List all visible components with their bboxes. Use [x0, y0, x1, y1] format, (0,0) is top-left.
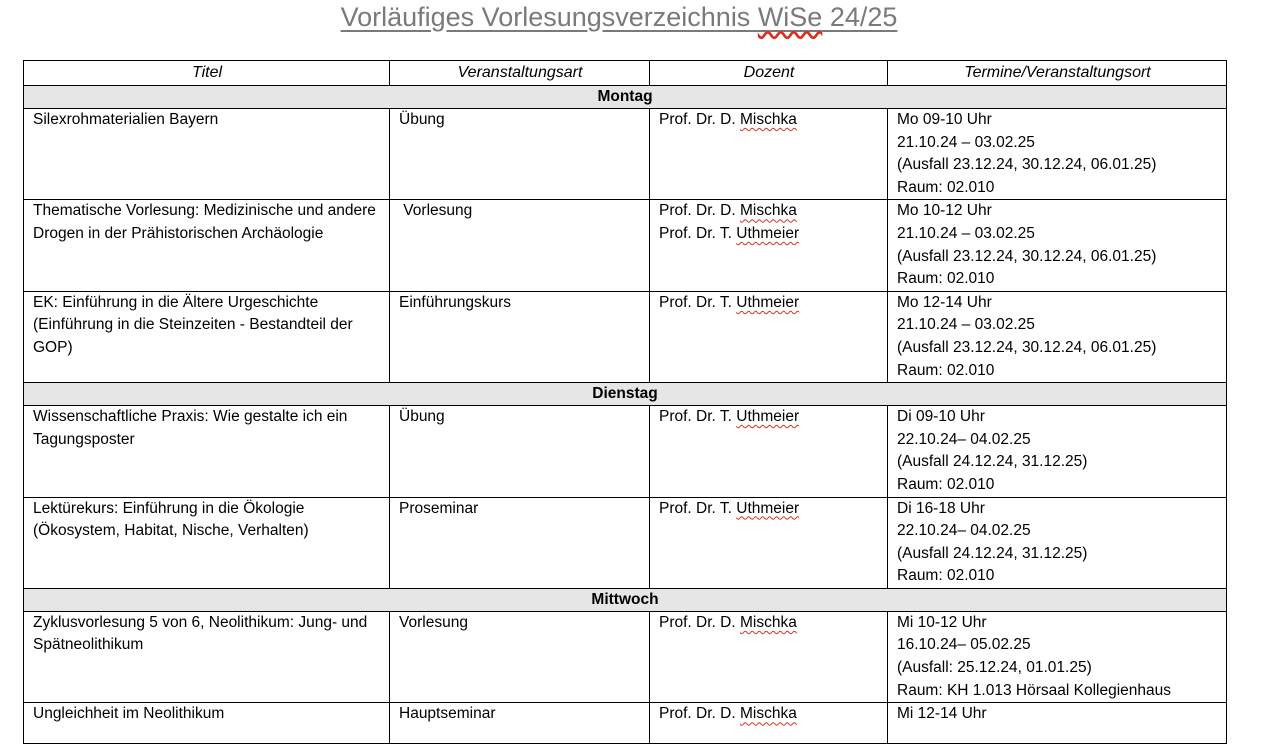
- course-type[interactable]: Vorlesung: [390, 200, 650, 291]
- course-lecturer[interactable]: Prof. Dr. T. Uthmeier: [650, 406, 888, 497]
- course-title[interactable]: Thematische Vorlesung: Medizinische und andere Drogen in der Prähistorischen Archäologie: [24, 200, 390, 291]
- header-lecturer: Dozent: [650, 61, 888, 86]
- table-row: [24, 703, 1227, 744]
- course-schedule[interactable]: Mi 12-14 Uhr: [888, 703, 1227, 744]
- course-title[interactable]: Lektürekurs: Einführung in die Ökologie (Ökosystem, Habitat, Nische, Verhalten): [24, 497, 390, 588]
- course-type[interactable]: Vorlesung: [390, 611, 650, 702]
- course-type[interactable]: Übung: [390, 109, 650, 200]
- course-schedule[interactable]: Mo 09-10 Uhr 21.10.24 – 03.02.25 (Ausfall 23.12.24, 30.12.24, 06.01.25) Raum: 02.010: [888, 109, 1227, 200]
- course-title[interactable]: Wissenschaftliche Praxis: Wie gestalte ich ein Tagungsposter: [24, 406, 390, 497]
- table-row: [24, 109, 1227, 200]
- course-lecturer[interactable]: Prof. Dr. D. Mischka: [650, 611, 888, 702]
- course-type[interactable]: Einführungskurs: [390, 291, 650, 382]
- course-schedule[interactable]: Di 16-18 Uhr 22.10.24– 04.02.25 (Ausfall 24.12.24, 31.12.25) Raum: 02.010: [888, 497, 1227, 588]
- course-lecturer[interactable]: Prof. Dr. T. Uthmeier: [650, 497, 888, 588]
- course-title[interactable]: Ungleichheit im Neolithikum: [24, 703, 390, 744]
- header-row: [24, 61, 1227, 86]
- header-schedule: Termine/Veranstaltungsort: [888, 61, 1227, 86]
- course-type[interactable]: Übung: [390, 406, 650, 497]
- table-row: [24, 200, 1227, 291]
- course-schedule[interactable]: Mi 10-12 Uhr 16.10.24– 05.02.25 (Ausfall: 25.12.24, 01.01.25) Raum: KH 1.013 Hörsaal Kollegienhaus: [888, 611, 1227, 702]
- header-type: Veranstaltungsart: [390, 61, 650, 86]
- header-title: Titel: [24, 61, 390, 86]
- course-type[interactable]: Hauptseminar: [390, 703, 650, 744]
- day-label: Dienstag: [24, 383, 1227, 406]
- course-schedule[interactable]: Mo 10-12 Uhr 21.10.24 – 03.02.25 (Ausfall 23.12.24, 30.12.24, 06.01.25) Raum: 02.010: [888, 200, 1227, 291]
- day-row-wednesday: [24, 588, 1227, 611]
- course-schedule[interactable]: Di 09-10 Uhr 22.10.24– 04.02.25 (Ausfall 24.12.24, 31.12.25) Raum: 02.010: [888, 406, 1227, 497]
- spellcheck-word: WiSe: [757, 2, 823, 32]
- course-lecturer[interactable]: Prof. Dr. T. Uthmeier: [650, 291, 888, 382]
- document-title: Vorläufiges Vorlesungsverzeichnis WiSe 24/25: [340, 2, 898, 32]
- table-row: [24, 497, 1227, 588]
- course-title[interactable]: EK: Einführung in die Ältere Urgeschichte (Einführung in die Steinzeiten - Bestandteil der GOP): [24, 291, 390, 382]
- text-cursor: [1226, 110, 1227, 131]
- day-row-monday: [24, 86, 1227, 109]
- course-title[interactable]: Silexrohmaterialien Bayern: [24, 109, 390, 200]
- course-lecturer[interactable]: Prof. Dr. D. Mischka: [650, 703, 888, 744]
- course-lecturer[interactable]: Prof. Dr. D. Mischka: [650, 109, 888, 200]
- table-row: [24, 406, 1227, 497]
- course-table: [23, 60, 1227, 744]
- table-row: [24, 611, 1227, 702]
- course-type[interactable]: Proseminar: [390, 497, 650, 588]
- day-label: Montag: [24, 86, 1227, 109]
- day-row-tuesday: [24, 383, 1227, 406]
- table-row: [24, 291, 1227, 382]
- course-schedule[interactable]: Mo 12-14 Uhr 21.10.24 – 03.02.25 (Ausfall 23.12.24, 30.12.24, 06.01.25) Raum: 02.010: [888, 291, 1227, 382]
- day-label: Mittwoch: [24, 588, 1227, 611]
- course-lecturer[interactable]: Prof. Dr. D. Mischka Prof. Dr. T. Uthmeier: [650, 200, 888, 291]
- course-title[interactable]: Zyklusvorlesung 5 von 6, Neolithikum: Jung- und Spätneolithikum: [24, 611, 390, 702]
